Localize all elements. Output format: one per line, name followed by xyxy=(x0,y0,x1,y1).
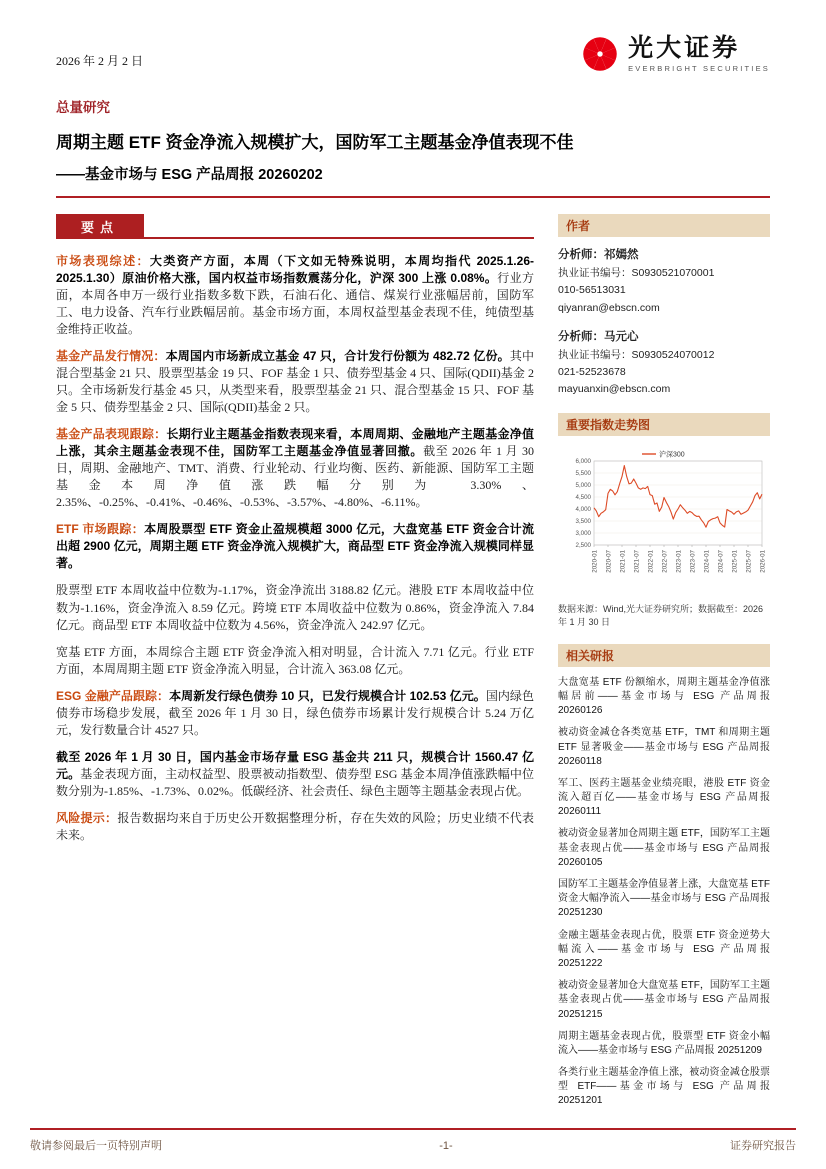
svg-text:4,000: 4,000 xyxy=(575,505,591,513)
index-trend-chart xyxy=(558,445,770,595)
paragraph-text: 报告数据均来自于历史公开数据整理分析，存在失效的风险；历史业绩不代表未来。 xyxy=(56,810,534,842)
keypoint-paragraph xyxy=(56,253,534,338)
analyst-name: 分析师：祁嫣然 xyxy=(558,248,639,261)
svg-text:2022-01: 2022-01 xyxy=(647,549,655,573)
svg-text:2021-01: 2021-01 xyxy=(619,549,627,573)
analyst-email-link[interactable]: mayuanxin@ebscn.com xyxy=(558,383,671,396)
main-column xyxy=(56,214,534,854)
keypoint-paragraph xyxy=(56,426,534,511)
paragraph-text: 行业方面，本周各申万一级行业指数多数下跌，石油石化、通信、煤炭行业涨幅居前，国防军工、电力设备、汽车行业跌幅居前。基金市场方面，本周权益型基金表现不佳，纯债型基金维持正收益。 xyxy=(56,270,534,337)
svg-text:5,500: 5,500 xyxy=(575,469,591,477)
paragraph-label: 市场表现综述： xyxy=(56,253,150,268)
svg-text:3,500: 3,500 xyxy=(575,517,591,525)
chart-source-note: 数据来源：Wind,光大证券研究所；数据截至：2026 年 1 月 30 日 xyxy=(558,603,764,628)
paragraph-bold-text: 本周股票型 ETF 资金止盈规模超 3000 亿元，大盘宽基 ETF 资金合计流出超 2900 亿元，周期主题 ETF 资金净流入规模扩大，商品型 ETF 资金净流入规模同样显著。 xyxy=(56,522,535,571)
svg-text:2020-07: 2020-07 xyxy=(605,549,613,573)
related-report-item[interactable]: 金融主题基金表现占优，股票 ETF 资金逆势大幅流入——基金市场与 ESG 产品周报 20251222 xyxy=(558,929,770,969)
related-report-item[interactable]: 各类行业主题基金净值上涨，被动资金减仓股票型 ETF——基金市场与 ESG 产品周报 20251201 xyxy=(558,1067,770,1107)
paragraph-label: ETF 市场跟踪： xyxy=(56,522,145,537)
svg-text:5,000: 5,000 xyxy=(575,481,591,489)
keypoint-paragraph xyxy=(56,521,534,572)
paragraph-label: 基金产品表现跟踪： xyxy=(56,427,167,442)
svg-text:4,500: 4,500 xyxy=(575,493,591,501)
sidebar xyxy=(558,214,770,1117)
legend-label: 沪深300 xyxy=(659,451,685,459)
keypoints-section-header xyxy=(56,214,534,239)
related-report-item[interactable]: 被动资金显著加仓大盘宽基 ETF，国防军工主题基金表现占优——基金市场与 ESG 产品周报 20251215 xyxy=(558,980,770,1020)
footer-report-type: 证券研究报告 xyxy=(729,1140,796,1152)
footer-disclaimer: 敬请参阅最后一页特别声明 xyxy=(30,1140,162,1152)
analyst-cert: 执业证书编号：S0930521070001 xyxy=(558,266,715,279)
brand-name-en: EVERBRIGHT SECURITIES xyxy=(628,64,770,74)
analyst-name: 分析师：马元心 xyxy=(558,330,639,343)
keypoint-paragraph xyxy=(56,749,534,800)
paragraph-text: 国内绿色债券市场稳步发展，截至 2026 年 1 月 30 日，绿色债券市场累计发行规模合计 5.24 万亿元，发行数量合计 4527 只。 xyxy=(56,688,534,737)
svg-text:2023-01: 2023-01 xyxy=(675,549,683,573)
header-divider xyxy=(56,196,770,198)
report-subtitle: ——基金市场与 ESG 产品周报 20260202 xyxy=(56,166,323,183)
svg-text:2022-07: 2022-07 xyxy=(661,549,669,573)
report-category: 总量研究 xyxy=(56,100,110,115)
paragraph-bold-text: 大类资产方面，本周（下文如无特殊说明，本周均指代 2025.1.26-2025.1.30）原油价格大涨，国内权益市场指数震荡分化，沪深 300 上涨 0.08%。 xyxy=(56,253,534,285)
svg-text:2025-07: 2025-07 xyxy=(745,549,753,573)
report-date: 2026 年 2 月 2 日 xyxy=(56,54,144,68)
related-report-item[interactable]: 大盘宽基 ETF 份额缩水，周期主题基金净值涨幅居前——基金市场与 ESG 产品周报 20260126 xyxy=(558,676,770,717)
paragraph-text: 宽基 ETF 方面，本周综合主题 ETF 资金净流入相对明显，合计流入 7.71 亿元。行业 ETF 方面，本周周期主题 ETF 资金净流入明显，合计流入 363.08 亿元。 xyxy=(56,644,534,676)
related-reports-heading: 相关研报 xyxy=(558,644,770,667)
paragraph-label: ESG 金融产品跟踪： xyxy=(56,688,170,703)
analyst-card xyxy=(558,246,770,317)
paragraph-label: 风险提示： xyxy=(56,810,118,825)
paragraph-text: 基金表现方面，主动权益型、股票被动指数型、债券型 ESG 基金本周净值涨跌幅中位数分别为-1.85%、-1.73%、0.02%。低碳经济、社会责任、绿色主题等主题基金表现占优。 xyxy=(56,766,534,798)
svg-text:6,000: 6,000 xyxy=(575,457,591,465)
related-report-item[interactable]: 军工、医药主题基金业绩亮眼，港股 ETF 资金流入超百亿——基金市场与 ESG 产品周报 20260111 xyxy=(558,777,770,818)
keypoint-paragraph xyxy=(56,810,534,844)
related-reports-list xyxy=(558,676,770,1109)
author-block xyxy=(558,246,770,399)
svg-text:2020-01: 2020-01 xyxy=(591,549,599,573)
keypoint-paragraph xyxy=(56,644,534,678)
report-title: 周期主题 ETF 资金净流入规模扩大，国防军工主题基金净值表现不佳 xyxy=(56,133,574,152)
analyst-phone: 010-56513031 xyxy=(558,284,626,297)
analyst-email-link[interactable]: qiyanran@ebscn.com xyxy=(558,301,660,314)
author-section-heading: 作者 xyxy=(558,214,770,237)
related-report-item[interactable]: 被动资金减仓各类宽基 ETF，TMT 和周期主题 ETF 显著吸金——基金市场与 ESG 产品周报 20260118 xyxy=(558,727,770,767)
analyst-cert: 执业证书编号：S0930524070012 xyxy=(558,348,715,361)
svg-text:2024-07: 2024-07 xyxy=(717,549,725,573)
analyst-card xyxy=(558,328,770,399)
report-header xyxy=(56,34,770,74)
svg-text:2,500: 2,500 xyxy=(575,541,591,549)
related-report-item[interactable]: 国防军工主题基金净值显著上涨，大盘宽基 ETF 资金大幅净流入——基金市场与 ESG 产品周报 20251230 xyxy=(558,879,770,919)
svg-text:2021-07: 2021-07 xyxy=(633,549,641,573)
svg-text:2026-01: 2026-01 xyxy=(759,549,767,573)
keypoint-paragraph xyxy=(56,582,534,633)
svg-text:2025-01: 2025-01 xyxy=(731,549,739,573)
paragraph-bold-text: 本周国内市场新成立基金 47 只，合计发行份额为 482.72 亿份。 xyxy=(165,349,510,364)
paragraph-bold-text: 截至 2026 年 1 月 30 日，国内基金市场存量 ESG 基金共 211 只，规模合计 1560.47 亿元。 xyxy=(56,749,534,781)
svg-text:3,000: 3,000 xyxy=(575,529,591,537)
keypoint-paragraph xyxy=(56,348,534,416)
index-chart-section-heading: 重要指数走势图 xyxy=(558,413,770,436)
page-footer xyxy=(30,1128,796,1153)
content-columns xyxy=(56,214,770,1117)
related-report-item[interactable]: 周期主题基金表现占优，股票型 ETF 资金小幅流入——基金市场与 ESG 产品周报 20251209 xyxy=(558,1030,770,1056)
paragraph-text: 截至 2026 年 1 月 30 日，周期、金融地产、TMT、消费、行业轮动、行业均衡、医药、新能源、国防军工主题基金本周净值涨跌幅分别为 3.30%、2.35%、-0.25%、-0.41%、-0.46%、-0.53%、-3.57%、-4.80%、-6.11%。 xyxy=(56,444,534,510)
keypoints-rule xyxy=(144,237,534,239)
related-report-item[interactable]: 被动资金显著加仓周期主题 ETF，国防军工主题基金表现占优——基金市场与 ESG 产品周报 20260105 xyxy=(558,828,770,868)
paragraph-bold-text: 长期行业主题基金指数表现来看，本周周期、金融地产主题基金净值上涨，其余主题基金表现不佳，国防军工主题基金净值显著回撤。 xyxy=(56,427,534,459)
page-number: -1- xyxy=(439,1140,453,1152)
index-trend-chart-wrap xyxy=(558,445,770,600)
paragraph-bold-text: 本周新发行绿色债券 10 只，已发行规模合计 102.53 亿元。 xyxy=(169,688,486,703)
paragraph-label: 基金产品发行情况： xyxy=(56,349,166,364)
brand-logo xyxy=(580,34,770,74)
keypoint-paragraph xyxy=(56,688,534,739)
svg-text:2024-01: 2024-01 xyxy=(703,549,711,573)
svg-text:2023-07: 2023-07 xyxy=(689,549,697,573)
keypoints-title: 要点 xyxy=(56,214,144,239)
everbright-sunburst-icon xyxy=(580,34,620,74)
brand-name: 光大证券 xyxy=(628,34,741,62)
paragraph-text: 其中混合型基金 21 只、股票型基金 19 只、FOF 基金 1 只、债券型基金 4 只、国际(QDII)基金 2 只。全市场新发行基金 45 只，从类型来看，股票型基金 21 只、混合型基金 15 只、FOF 基金 5 只、债券型基金 2 只、国际(QDII)基金 2 只。 xyxy=(56,349,534,415)
paragraph-text: 股票型 ETF 本周收益中位数为-1.17%，资金净流出 3188.82 亿元。港股 ETF 本周收益中位数为-1.16%，资金净流入 8.59 亿元。跨境 ETF 本周收益中位数为 0.86%，资金净流入 7.84 亿元。商品型 ETF 本周收益中位数为 4.56%，资金净流入 242.97 亿元。 xyxy=(56,583,534,632)
analyst-phone: 021-52523678 xyxy=(558,366,626,379)
